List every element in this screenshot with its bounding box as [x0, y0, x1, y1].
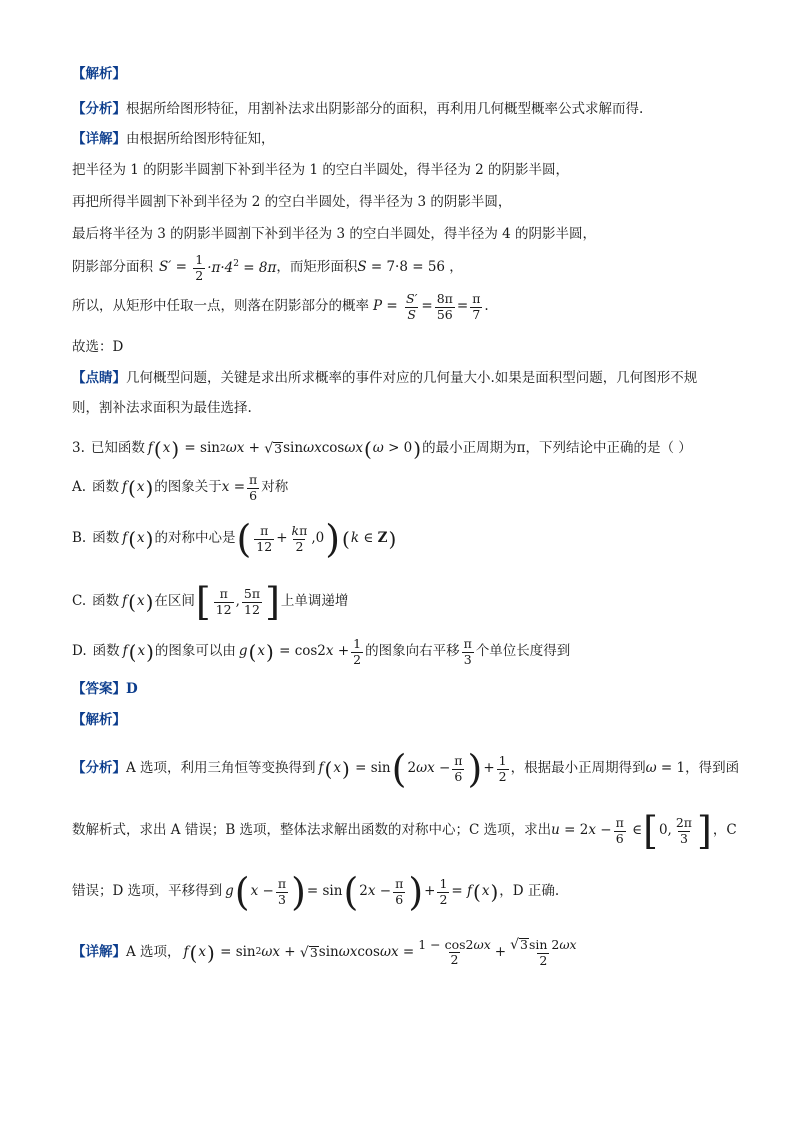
option-c[interactable]: C. 函数 f ( x ) 在区间 [ $\frac{\pi}{12}$ , $\frac{5\pi}{12}$ ] 上单调递增 — [72, 580, 349, 624]
step-2: 再把所得半圆割下补到半径为 2 的空白半圆处，得半径为 3 的阴影半圆， — [72, 194, 512, 210]
q3-fenxi-line-1: 【分析】 A 选项，利用三角恒等变换得到 f ( x ) = sin ( 2 ωx − $\frac{\pi}{6}$ ) + $\frac{1}{2}$ ，根据最小正周期得到 ω = 1 ，得到函 — [72, 747, 740, 791]
fenxi-line: 【分析】 根据所给图形特征，用割补法求出阴影部分的面积，再利用几何概型概率公式求解而得. — [72, 101, 644, 117]
sqrt-3: √ 3 — [264, 441, 283, 457]
answer-line: 【答案】D — [72, 681, 138, 697]
xiangjie-line: 【详解】 由根据所给图形特征知， — [72, 131, 275, 147]
option-a[interactable]: A. 函数 f ( x ) 的图象关于 x = $\frac{\pi}{6}$ 对称 — [72, 472, 289, 503]
question-3-stem: 3. 已知函数 f ( x ) = sin 2 ωx + √ 3 sin ωx cos ωx ( ω > 0 ) 的最小正周期为 π ，下列结论中正确的是（ ） — [72, 437, 692, 461]
q3-fenxi-line-3: 错误；D 选项，平移得到 g ( x − $\frac{\pi}{3}$ ) = sin ( 2 x − $\frac{\pi}{6}$ ) + $\frac{1}{2}$ = f ( x ) ，D 正确. — [72, 870, 560, 914]
fraction-half: $\frac{1}{2}$ — [195, 252, 204, 283]
probability-line: 所以，从矩形中任取一点，则落在阴影部分的概率 P = $\frac{S'}{S}$ = $\frac{8\pi}{56}$ = $\frac{\pi}{7}$ . — [72, 291, 489, 322]
q3-fenxi-line-2: 数解析式，求出 A 错误；B 选项，整体法求解出函数的对称中心；C 选项，求出 u = 2 x − $\frac{\pi}{6}$ ∈ [ 0, $\frac{2\pi}{3}$ ] ，C — [72, 809, 737, 853]
answer-choice: 故选：D — [72, 339, 124, 355]
option-b[interactable]: B. 函数 f ( x ) 的对称中心是 ( $\frac{\pi}{12}$ + $\frac{k\pi}{2}$ ,0 ) ( k ∈ Z ) — [72, 517, 397, 561]
step-3: 最后将半径为 3 的阴影半圆割下补到半径为 3 的空白半圆处，得半径为 4 的阴影半圆， — [72, 226, 597, 242]
step-1: 把半径为 1 的阴影半圆割下补到半径为 1 的空白半圆处，得半径为 2 的阴影半圆， — [72, 162, 570, 178]
q3-jiexi-heading: 【解析】 — [72, 712, 126, 728]
option-d[interactable]: D. 函数 f ( x ) 的图象可以由 g ( x ) = cos2 x + $\frac{1}{2}$ 的图象向右平移 $\frac{\pi}{3}$ 个单位长度得到 — [72, 636, 571, 667]
fraction-pi-7: $\frac{\pi}{7}$ — [472, 291, 481, 322]
dianjing-line: 【点睛】 几何概型问题，关键是求出所求概率的事件对应的几何量大小.如果是面积型问题，几何图形不规 — [72, 370, 698, 386]
dianjing-line-2: 则，割补法求面积为最佳选择. — [72, 400, 252, 416]
fraction-s-ratio: $\frac{S'}{S}$ — [406, 291, 418, 322]
jiexi-heading: 【解析】 — [72, 66, 126, 82]
q3-xiangjie-line: 【详解】 A 选项， f ( x ) = sin 2 ωx + √ 3 sin ωx cos ωx = $\frac{1 - \cos 2\omega x}{2}$ + √ 3 sin 2ωx 2 — [72, 936, 577, 968]
area-formula-line: 阴影部分面积 S′ = $\frac{1}{2}$ $\cdot\pi\cdot 4^2 = 8\pi$ ，而矩形面积 S = 7·8 = 56 ， — [72, 252, 463, 283]
fraction-8pi-56: $\frac{8\pi}{56}$ — [436, 291, 453, 322]
